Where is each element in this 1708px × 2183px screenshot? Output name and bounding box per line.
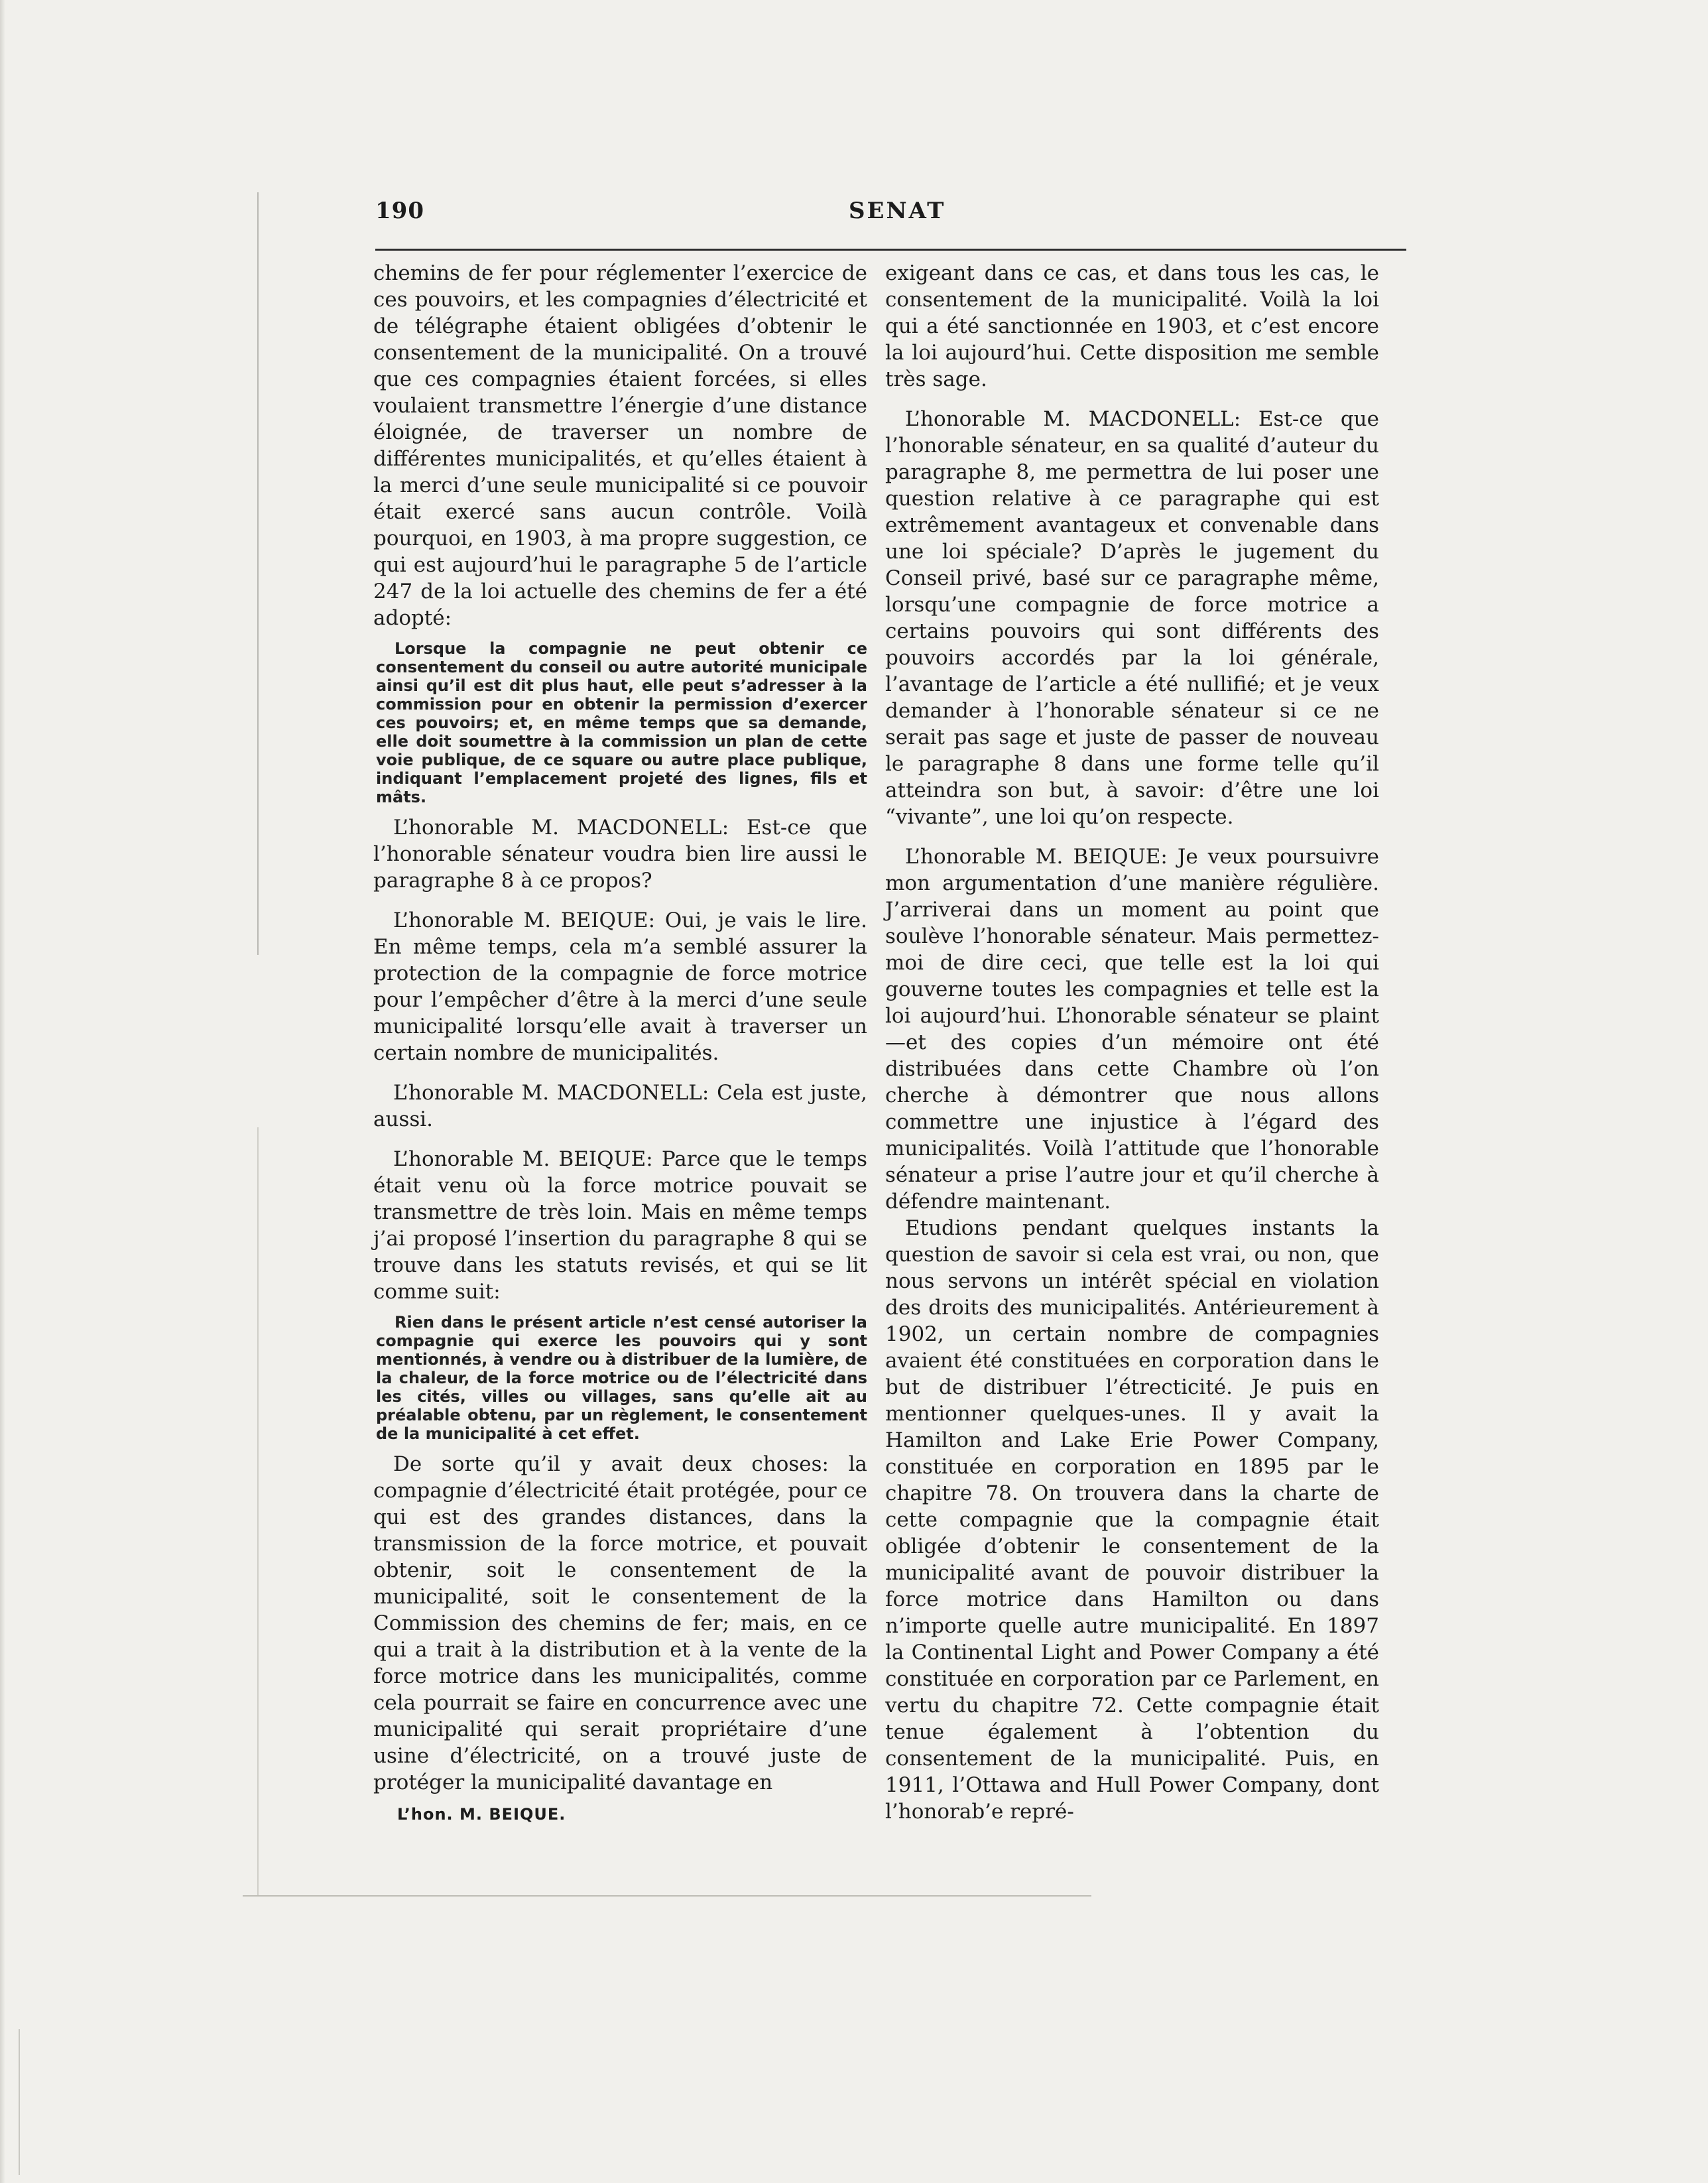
paragraph: L’honorable M. BEIQUE: Je veux poursuivre mon argumentation d’une manière régulière. J’arriverai dans un moment au point que soulève l’honorable sénateur. Mais permettez-moi de dire ceci, que telle est la loi qui gouverne toutes les compagnies et telle est la loi aujourd’hui. L’honorable sénateur se plaint—et des copies d’un mémoire ont été distribuées dans cette Chambre où l’on cherche à démontrer que nous allons commettre une injustice à l’égard des municipalités. Voilà l’attitude que l’honorable sénateur a prise l’autre jour et qu’il cherche à défendre maintenant. <box>885 845 1379 1214</box>
page-number: 190 <box>375 198 424 224</box>
footer-signature: L’hon. M. BEIQUE. <box>397 1805 566 1824</box>
paragraph: L’honorable M. BEIQUE: Parce que le temps était venu où la force motrice pouvait se transmettre de très loin. Mais en même temps j’ai proposé l’insertion du paragraphe 8 qui se trouve dans les statuts revisés, et qui se lit comme suit: <box>373 1147 867 1304</box>
paragraph: L’honorable M. MACDONELL: Est-ce que l’honorable sénateur, en sa qualité d’auteur du paragraphe 8, me permettra de lui poser une question relative à ce paragraphe qui est extrêmement avantageux et convenable dans une loi spéciale? D’après le jugement du Conseil privé, basé sur ce paragraphe même, lorsqu’une compagnie de force motrice a certains pouvoirs qui sont différents des pouvoirs accordés par la loi générale, l’avantage de l’article a été nullifié; et je veux demander à l’honorable sénateur si ce ne serait pas sage et juste de passer de nouveau le paragraphe 8 dans une forme telle qu’il atteindra son but, à savoir: d’être une loi “vivante”, une loi qu’on respecte. <box>885 407 1379 829</box>
paragraph: De sorte qu’il y avait deux choses: la compagnie d’électricité était protégée, pour ce qui est des grandes distances, dans la transmission de la force motrice, et pouvait obtenir, soit le consentement de la municipalité, soit le consentement de la Commission des chemins de fer; mais, en ce qui a trait à la distribution et à la vente de la force motrice dans les municipalités, comme cela pourrait se faire en concurrence avec une municipalité qui serait propriétaire d’une usine d’électricité, on a trouvé juste de protéger la municipalité davantage en <box>373 1452 867 1794</box>
scan-mark <box>19 2029 20 2175</box>
margin-rule-lower <box>257 1127 259 1897</box>
block-quote: Lorsque la compagnie ne peut obtenir ce consentement du conseil ou autre autorité municipale ainsi qu’il est dit plus haut, elle peut s’adresser à la commission pour en obtenir la permission d’exercer ces pouvoirs; et, en même temps que sa demande, elle doit soumettre à la commission un plan de cette voie publique, de ce square ou autre place publique, indiquant l’emplacement projeté des lignes, fils et mâts. <box>376 639 867 806</box>
paragraph: Etudions pendant quelques instants la question de savoir si cela est vrai, ou non, que nous servons un intérêt spécial en violation des droits des municipalités. Antérieurement à 1902, un certain nombre de compagnies avaient été constituées en corporation dans le but de distribuer l’étrecticité. Je puis en mentionner quelques-unes. Il y avait la Hamilton and Lake Erie Power Company, constituée en corporation en 1895 par le chapitre 78. On trouvera dans la charte de cette compagnie que la compagnie était obligée d’obtenir le consentement de la municipalité avant de pouvoir distribuer la force motrice dans Hamilton ou dans n’importe quelle autre municipalité. En 1897 la Continental Light and Power Company a été constituée en corporation par ce Parlement, en vertu du chapitre 72. Cette compagnie était tenue également à l’obtention du consentement de la municipalité. Puis, en 1911, l’Ottawa and Hull Power Company, dont l’honorab’e repré- <box>885 1216 1379 1824</box>
paragraph: L’honorable M. MACDONELL: Cela est juste, aussi. <box>373 1081 867 1131</box>
left-column <box>373 260 867 1824</box>
running-head: SENAT <box>849 198 946 224</box>
block-quote: Rien dans le présent article n’est censé autoriser la compagnie qui exerce les pouvoirs qui y sont mentionnés, à vendre ou à distribuer de la lumière, de la chaleur, de la force motrice ou de l’électricité dans les cités, villes ou villages, sans qu’elle ait au préalable obtenu, par un règlement, le consentement de la municipalité à cet effet. <box>376 1313 867 1443</box>
bottom-rule <box>243 1895 1091 1897</box>
margin-rule <box>257 192 259 955</box>
paragraph: exigeant dans ce cas, et dans tous les cas, le consentement de la municipalité. Voilà la loi qui a été sanctionnée en 1903, et c’est encore la loi aujourd’hui. Cette disposition me semble très sage. <box>885 261 1379 391</box>
scan-edge <box>0 0 5 2183</box>
right-column <box>885 260 1379 1825</box>
header-rule <box>375 249 1406 251</box>
paragraph: chemins de fer pour réglementer l’exercice de ces pouvoirs, et les compagnies d’électricité et de télégraphe étaient obligées d’obtenir le consentement de la municipalité. On a trouvé que ces compagnies étaient forcées, si elles voulaient transmettre l’énergie d’une distance éloignée, de traverser un nombre de différentes municipalités, et qu’elles étaient à la merci d’une seule municipalité si ce pouvoir était exercé sans aucun contrôle. Voilà pourquoi, en 1903, à ma propre suggestion, ce qui est aujourd’hui le paragraphe 5 de l’article 247 de la loi actuelle des chemins de fer a été adopté: <box>373 261 867 630</box>
paragraph: L’honorable M. BEIQUE: Oui, je vais le lire. En même temps, cela m’a semblé assurer la protection de la compagnie de force motrice pour l’empêcher d’être à la merci d’une seule municipalité lorsqu’elle avait à traverser un certain nombre de municipalités. <box>373 908 867 1065</box>
paragraph: L’honorable M. MACDONELL: Est-ce que l’honorable sénateur voudra bien lire aussi le paragraphe 8 à ce propos? <box>373 816 867 893</box>
